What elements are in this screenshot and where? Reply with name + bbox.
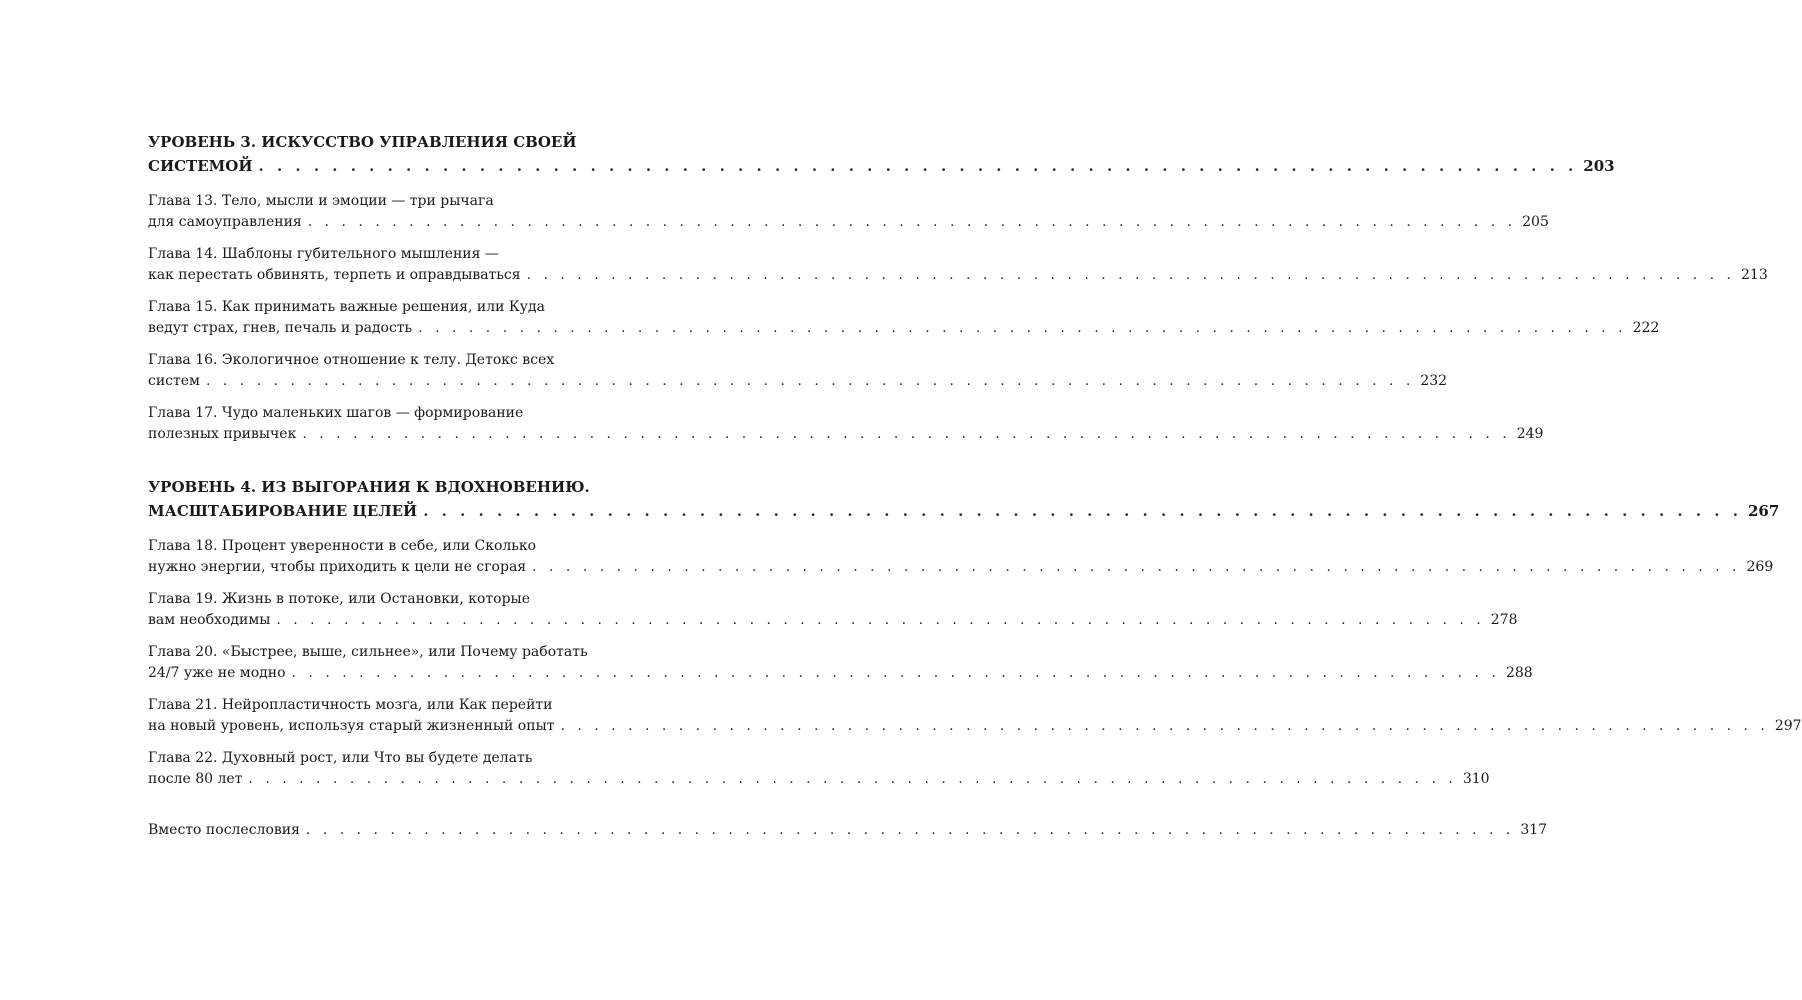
chapter-title: Глава 19. Жизнь в потоке, или Остановки, которые (148, 591, 530, 607)
page-number: 310 (1462, 771, 1490, 787)
toc-chapter-14[interactable] (148, 244, 1768, 286)
chapter-title: Глава 22. Духовный рост, или Что вы будете делать (148, 750, 533, 766)
chapter-title-cont: нужно энергии, чтобы приходить к цели не сгорая (148, 559, 527, 575)
page-number: 205 (1522, 214, 1549, 230)
dot-leader: . . . . . . . . . . . . . . . . . . . . . . . . . . . . . . . . . . . . . . . . . . . . . . . . . . . . . . . . . . . . . . . . . . . . . . . . (305, 822, 1515, 838)
page-number: 232 (1420, 373, 1448, 389)
page-number: 249 (1516, 426, 1544, 442)
chapter-title: Глава 20. «Быстрее, выше, сильнее», или Почему работать (148, 644, 588, 660)
dot-leader: . . . . . . . . . . . . . . . . . . . . . . . . . . . . . . . . . . . . . . . . . . . . . . . . . . . . . . . . . . . . . . . . . . . . . . . . (532, 559, 1741, 575)
page-number: 222 (1632, 320, 1660, 336)
dot-leader: . . . . . . . . . . . . . . . . . . . . . . . . . . . . . . . . . . . . . . . . . . . . . . . . . . . . . . . . . . . . . . . . . . . . . . . . (258, 157, 1578, 175)
dot-leader: . . . . . . . . . . . . . . . . . . . . . . . . . . . . . . . . . . . . . . . . . . . . . . . . . . . . . . . . . . . . . . . . . . . . . . . . (560, 718, 1769, 734)
dot-leader: . . . . . . . . . . . . . . . . . . . . . . . . . . . . . . . . . . . . . . . . . . . . . . . . . . . . . . . . . . . . . . . . . . . . . . . . (276, 612, 1485, 628)
chapter-title: Глава 13. Тело, мысли и эмоции — три рычага (148, 193, 494, 209)
level-title-cont: МАСШТАБИРОВАНИЕ ЦЕЛЕЙ (148, 502, 418, 520)
toc-chapter-22[interactable] (148, 748, 1490, 790)
chapter-title: Глава 15. Как принимать важные решения, или Куда (148, 299, 545, 315)
chapter-title-cont: на новый уровень, используя старый жизненный опыт (148, 718, 555, 734)
chapter-title-cont: вам необходимы (148, 612, 271, 628)
dot-leader: . . . . . . . . . . . . . . . . . . . . . . . . . . . . . . . . . . . . . . . . . . . . . . . . . . . . . . . . . . . . . . . . . . . . . . . . (291, 665, 1500, 681)
page-number: 278 (1490, 612, 1518, 628)
page-number: 317 (1520, 822, 1548, 838)
afterword-title: Вместо послесловия (148, 822, 300, 838)
level-title: УРОВЕНЬ 4. ИЗ ВЫГОРАНИЯ К ВДОХНОВЕНИЮ. (148, 478, 590, 496)
dot-leader: . . . . . . . . . . . . . . . . . . . . . . . . . . . . . . . . . . . . . . . . . . . . . . . . . . . . . . . . . . . . . . . . . . . . . . . . (307, 214, 1517, 230)
dot-leader: . . . . . . . . . . . . . . . . . . . . . . . . . . . . . . . . . . . . . . . . . . . . . . . . . . . . . . . . . . . . . . . . . . . . . . . . (526, 267, 1735, 283)
page-number: 213 (1741, 267, 1768, 283)
chapter-title: Глава 17. Чудо маленьких шагов — формирование (148, 405, 524, 421)
chapter-title: Глава 16. Экологичное отношение к телу. Детокс всех (148, 352, 555, 368)
dot-leader: . . . . . . . . . . . . . . . . . . . . . . . . . . . . . . . . . . . . . . . . . . . . . . . . . . . . . . . . . . . . . . . . . . . . . . . . (418, 320, 1627, 336)
level-title-cont: СИСТЕМОЙ (148, 157, 253, 175)
toc-chapter-13[interactable] (148, 191, 1549, 233)
toc-chapter-18[interactable] (148, 536, 1774, 578)
chapter-title-cont: для самоуправления (148, 214, 302, 230)
toc-level-3[interactable] (148, 130, 1615, 178)
level-title: УРОВЕНЬ 3. ИСКУССТВО УПРАВЛЕНИЯ СВОЕЙ (148, 133, 577, 151)
chapter-title-cont: ведут страх, гнев, печаль и радость (148, 320, 413, 336)
chapter-title-cont: после 80 лет (148, 771, 243, 787)
chapter-title: Глава 21. Нейропластичность мозга, или Как перейти (148, 697, 553, 713)
dot-leader: . . . . . . . . . . . . . . . . . . . . . . . . . . . . . . . . . . . . . . . . . . . . . . . . . . . . . . . . . . . . . . . . . . . . . . . . (248, 771, 1457, 787)
toc-level-4[interactable] (148, 475, 1780, 523)
chapter-title: Глава 18. Процент уверенности в себе, или Сколько (148, 538, 537, 554)
chapter-title-cont: как перестать обвинять, терпеть и оправдываться (148, 267, 521, 283)
dot-leader: . . . . . . . . . . . . . . . . . . . . . . . . . . . . . . . . . . . . . . . . . . . . . . . . . . . . . . . . . . . . . . . . . . . . . . . . (423, 502, 1742, 520)
toc-chapter-20[interactable] (148, 642, 1533, 684)
chapter-title: Глава 14. Шаблоны губительного мышления — (148, 246, 499, 262)
dot-leader: . . . . . . . . . . . . . . . . . . . . . . . . . . . . . . . . . . . . . . . . . . . . . . . . . . . . . . . . . . . . . . . . . . . . . . . . (205, 373, 1415, 389)
toc-chapter-15[interactable] (148, 297, 1660, 339)
dot-leader: . . . . . . . . . . . . . . . . . . . . . . . . . . . . . . . . . . . . . . . . . . . . . . . . . . . . . . . . . . . . . . . . . . . . . . . . (302, 426, 1511, 442)
page-number: 297 (1774, 718, 1802, 734)
chapter-title-cont: 24/7 уже не модно (148, 665, 286, 681)
page-number: 203 (1583, 157, 1615, 175)
toc-chapter-21[interactable] (148, 695, 1802, 737)
chapter-title-cont: систем (148, 373, 200, 389)
toc-chapter-19[interactable] (148, 589, 1518, 631)
toc-chapter-17[interactable] (148, 403, 1544, 445)
page-number: 267 (1747, 502, 1780, 520)
chapter-title-cont: полезных привычек (148, 426, 297, 442)
table-of-contents (148, 130, 1802, 841)
page-number: 288 (1505, 665, 1533, 681)
toc-chapter-16[interactable] (148, 350, 1448, 392)
page-number: 269 (1746, 559, 1774, 575)
toc-afterword[interactable] (148, 820, 1548, 841)
